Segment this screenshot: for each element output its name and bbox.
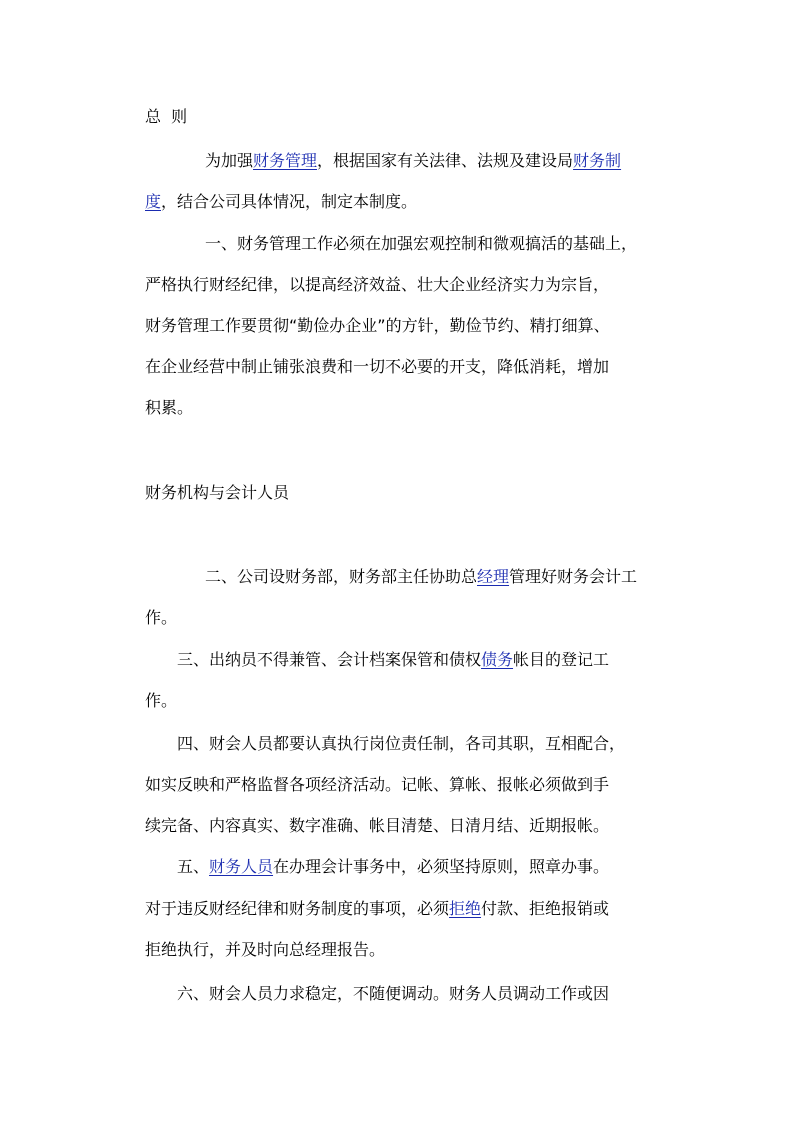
intro-line-2: 度，结合公司具体情况，制定本制度。: [145, 192, 418, 211]
item1-line-3: 财务管理工作要贯彻“勤俭办企业”的方针，勤俭节约、精打细算、: [145, 316, 610, 335]
item6-line-1: 六、财会人员力求稳定，不随便调动。财务人员调动工作或因: [177, 984, 610, 1003]
item4-line-2: 如实反映和严格监督各项经济活动。记帐、算帐、报帐必须做到手: [145, 775, 610, 794]
item4-line-1: 四、财会人员都要认真执行岗位责任制，各司其职，互相配合，: [177, 734, 626, 753]
item5-line-1: 五、财务人员在办理会计事务中，必须坚持原则，照章办事。: [177, 857, 610, 876]
link-financial-management[interactable]: 财务管理: [253, 151, 318, 170]
link-financial-system-cont[interactable]: 度: [145, 192, 162, 211]
link-refuse[interactable]: 拒绝: [449, 899, 482, 918]
item1-line-1: 一、财务管理工作必须在加强宏观控制和微观搞活的基础上，: [205, 234, 638, 253]
section-heading-general: 总 则: [145, 107, 188, 126]
item5-line-3: 拒绝执行，并及时向总经理报告。: [145, 940, 386, 959]
item4-line-3: 续完备、内容真实、数字准确、帐目清楚、日清月结、近期报帐。: [145, 816, 610, 835]
item2-line-2: 作。: [145, 608, 178, 627]
item1-line-4: 在企业经营中制止铺张浪费和一切不必要的开支，降低消耗，增加: [145, 357, 610, 376]
link-manager[interactable]: 经理: [477, 567, 510, 586]
link-finance-staff[interactable]: 财务人员: [209, 857, 274, 876]
link-debt[interactable]: 债务: [481, 650, 514, 669]
item2-line-1: 二、公司设财务部，财务部主任协助总经理管理好财务会计工: [205, 567, 638, 586]
link-financial-system[interactable]: 财务制: [573, 151, 622, 170]
item5-line-2: 对于违反财经纪律和财务制度的事项，必须拒绝付款、拒绝报销或: [145, 899, 610, 918]
item1-line-5: 积累。: [145, 398, 194, 417]
item1-line-2: 严格执行财经纪律，以提高经济效益、壮大企业经济实力为宗旨，: [145, 275, 610, 294]
section-heading-finance-org: 财务机构与会计人员: [145, 483, 290, 502]
item3-line-2: 作。: [145, 691, 178, 710]
item3-line-1: 三、出纳员不得兼管、会计档案保管和债权债务帐目的登记工: [177, 650, 610, 669]
intro-line-1: 为加强财务管理，根据国家有关法律、法规及建设局财务制: [205, 151, 622, 170]
